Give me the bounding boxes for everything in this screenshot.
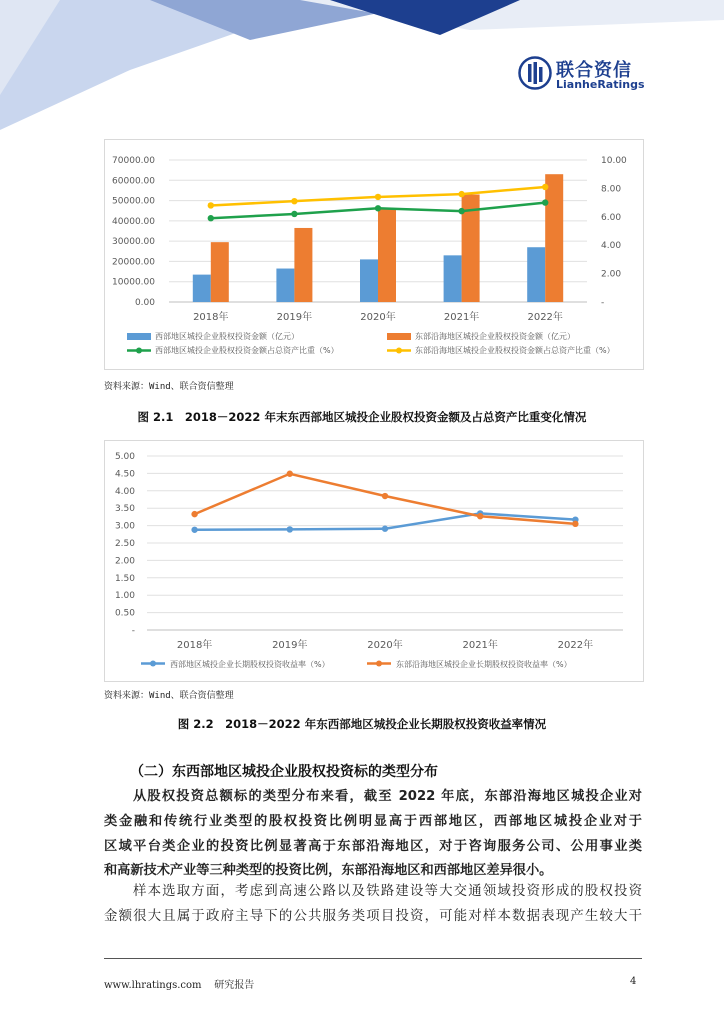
bar	[211, 242, 229, 302]
paragraph-bold	[104, 785, 642, 884]
x-axis-tick-label: 2022年	[527, 312, 563, 323]
data-point	[542, 184, 548, 190]
right-axis-tick-label: 4.00	[601, 241, 622, 252]
paragraph-line: 和高新技术产业等三种类型的投资比例，东部沿海地区和西部地区差异很小。	[104, 863, 553, 879]
data-point	[287, 471, 293, 477]
legend-marker	[376, 661, 382, 667]
chart-investment-return-svg	[105, 441, 643, 681]
x-axis-tick-label: 2019年	[272, 640, 308, 651]
data-point	[458, 208, 464, 214]
legend-label: 东部沿海地区城投企业股权投资金额占总资产比重（%）	[415, 346, 615, 355]
y-axis-tick-label: 2.50	[114, 539, 135, 549]
page-number: 4	[630, 976, 637, 987]
bar	[527, 247, 545, 302]
left-axis-tick-label: 60000.00	[112, 176, 155, 187]
data-point	[458, 191, 464, 197]
bar	[444, 255, 462, 302]
chart-equity-investment-svg	[105, 140, 643, 369]
bar	[294, 228, 312, 302]
y-axis-tick-label: 4.00	[114, 486, 135, 497]
chart-investment-return	[104, 440, 644, 682]
paragraph-body	[104, 880, 642, 930]
data-point	[208, 202, 214, 208]
paragraph-line: 区域平台类企业的投资比例显著高于东部沿海地区，对于咨询服务公司、公用事业类	[104, 838, 642, 854]
figure2-source: 资料来源：Wind、联合资信整理	[104, 691, 234, 701]
bar	[378, 209, 396, 302]
legend-swatch	[387, 333, 411, 340]
data-point	[208, 215, 214, 221]
legend-label: 西部地区城投企业股权投资金额占总资产比重（%）	[155, 346, 339, 355]
right-axis-tick-label: -	[601, 298, 605, 308]
y-axis-tick-label: 4.50	[114, 469, 135, 480]
left-axis-tick-label: 40000.00	[112, 216, 155, 227]
data-point	[382, 526, 388, 532]
figure2-caption: 图 2.2 2018－2022 年东西部地区城投企业长期股权投资收益率情况	[177, 717, 547, 731]
x-axis-tick-label: 2018年	[176, 640, 213, 651]
y-axis-tick-label: 5.00	[114, 452, 135, 462]
x-axis-tick-label: 2019年	[276, 312, 313, 323]
left-axis-tick-label: 50000.00	[112, 196, 155, 207]
bar	[360, 259, 378, 302]
data-point	[287, 526, 293, 532]
logo-text-cn: 联合资信	[556, 60, 632, 81]
left-axis-tick-label: 70000.00	[112, 156, 155, 166]
x-axis-tick-label: 2018年	[193, 312, 229, 323]
bar	[193, 275, 211, 302]
x-axis-tick-label: 2021年	[462, 640, 498, 651]
left-axis-tick-label: 0.00	[134, 298, 155, 308]
y-axis-tick-label: 3.00	[114, 521, 135, 532]
x-axis-tick-label: 2020年	[360, 312, 396, 323]
data-point	[542, 199, 548, 205]
paragraph-line: 类金融和传统行业类型的股权投资比例明显高于西部地区，西部地区城投企业对于	[104, 813, 642, 829]
y-axis-tick-label: 2.00	[114, 556, 135, 567]
paragraph-line: 样本选取方面，考虑到高速公路以及铁路建设等大交通领域投资形成的股权投资	[133, 884, 642, 899]
legend-marker	[396, 348, 402, 354]
logo-mark-icon	[518, 56, 552, 90]
figure1-source: 资料来源：Wind、联合资信整理	[104, 382, 234, 392]
right-axis-tick-label: 2.00	[601, 269, 622, 280]
chart-equity-investment	[104, 139, 644, 370]
x-axis-tick-label: 2022年	[557, 640, 594, 651]
data-point	[375, 205, 381, 211]
company-logo	[518, 56, 648, 96]
y-axis-tick-label: 1.00	[114, 591, 135, 602]
data-point	[477, 513, 483, 519]
paragraph-line: 从股权投资总额标的类型分布来看，截至 2022 年底，东部沿海地区城投企业对	[133, 789, 642, 804]
legend-swatch	[127, 333, 151, 340]
left-axis-tick-label: 20000.00	[112, 257, 155, 268]
legend-label: 东部沿海地区城投企业长期股权投资收益率（%）	[396, 660, 572, 669]
x-axis-tick-label: 2020年	[367, 640, 403, 651]
data-point	[191, 527, 197, 533]
left-axis-tick-label: 30000.00	[112, 237, 155, 248]
data-point	[291, 211, 297, 217]
legend-label: 东部沿海地区城投企业股权投资金额（亿元）	[415, 332, 575, 341]
legend-label: 西部地区城投企业长期股权投资收益率（%）	[170, 660, 330, 669]
data-point	[191, 511, 197, 517]
paragraph-line: 金额很大且属于政府主导下的公共服务类项目投资，可能对样本数据表现产生较大干	[104, 908, 642, 924]
legend-label: 西部地区城投企业股权投资金额（亿元）	[155, 332, 299, 341]
right-axis-tick-label: 10.00	[601, 156, 627, 166]
footer-label: 研究报告	[214, 980, 255, 991]
bar	[545, 174, 563, 302]
right-axis-tick-label: 8.00	[601, 184, 622, 195]
data-point	[382, 493, 388, 499]
data-point	[572, 521, 578, 527]
footer-website[interactable]: www.lhratings.com	[104, 980, 202, 991]
x-axis-tick-label: 2021年	[443, 312, 480, 323]
legend-marker	[136, 348, 142, 354]
logo-text-en: LianheRatings	[556, 78, 645, 91]
footer-divider	[104, 958, 642, 959]
figure1-caption: 图 2.1 2018－2022 年末东西部地区城投企业股权投资金额及占总资产比重变化情况	[137, 410, 587, 424]
footer-info	[104, 976, 254, 991]
legend-marker	[150, 661, 156, 667]
bar	[276, 269, 294, 302]
right-axis-tick-label: 6.00	[601, 212, 622, 223]
section-heading: （二）东西部地区城投企业股权投资标的类型分布	[130, 764, 438, 780]
y-axis-tick-label: 1.50	[114, 573, 135, 584]
left-axis-tick-label: 10000.00	[112, 277, 155, 288]
data-point	[291, 198, 297, 204]
data-point	[375, 194, 381, 200]
y-axis-tick-label: -	[131, 626, 135, 636]
y-axis-tick-label: 0.50	[114, 608, 135, 619]
y-axis-tick-label: 3.50	[114, 504, 135, 515]
